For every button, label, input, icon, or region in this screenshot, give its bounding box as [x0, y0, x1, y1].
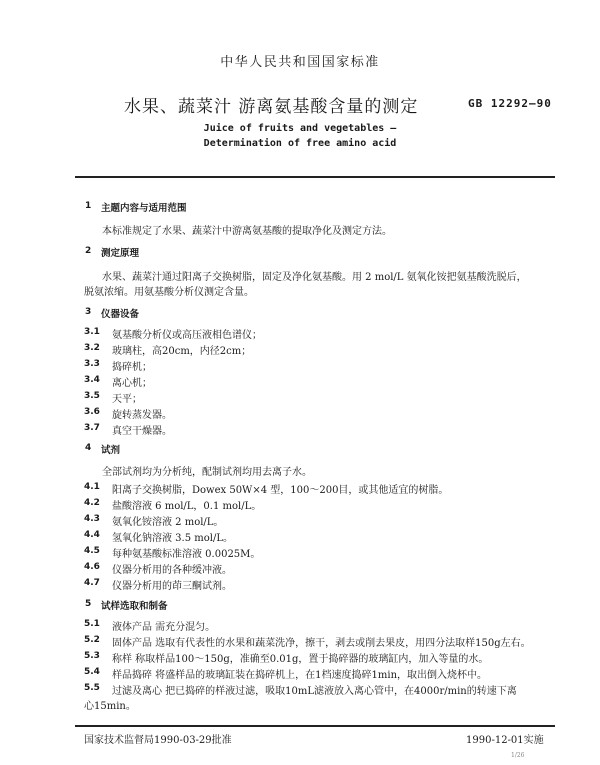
item-5-2-text: 固体产品 选取有代表性的水果和蔬菜洗净，擦干，剥去或削去果皮，用四分法取样150g左右。	[112, 638, 531, 649]
section-2-title: 测定原理	[101, 248, 140, 259]
bottom-divider	[75, 725, 555, 727]
item-4-4-text: 氢氧化钠溶液 3.5 mol/L。	[112, 533, 233, 544]
page-mark: 1/26	[511, 752, 525, 759]
item-5-3-number: 5.3	[84, 651, 100, 661]
item-3-1-number: 3.1	[84, 327, 100, 337]
item-3-1-text: 氨基酸分析仪或高压液相色谱仪；	[112, 330, 262, 341]
item-3-7-number: 3.7	[84, 423, 100, 433]
section-5-title: 试样选取和制备	[101, 601, 168, 612]
item-5-5-text: 过滤及离心 把已捣碎的样液过滤，吸取10mL滤液放入离心管中，在4000r/min的转速下离	[112, 686, 517, 697]
section-2-paragraph-line1: 水果、蔬菜汁通过阳离子交换树脂，固定及净化氨基酸。用 2 mol/L 氨氧化铵把氨基酸洗脱后，	[102, 272, 527, 283]
item-5-1-number: 5.1	[84, 619, 100, 629]
section-3-number: 3	[85, 307, 92, 317]
item-4-2-number: 4.2	[84, 498, 100, 508]
document-title-cn: 水果、蔬菜汁 游离氨基酸含量的测定	[124, 97, 419, 117]
item-5-2-number: 5.2	[84, 635, 100, 645]
effective-date: 1990-12-01实施	[466, 735, 544, 746]
item-5-5-continuation: 心15min。	[84, 701, 136, 712]
item-4-5-number: 4.5	[84, 546, 100, 556]
item-4-7-number: 4.7	[84, 578, 100, 588]
document-title-en-line2: Determination of free amino acid	[203, 138, 397, 149]
item-4-5-text: 每种氨基酸标准溶液 0.0025M。	[112, 549, 261, 560]
item-5-1-text: 液体产品 需充分混匀。	[112, 622, 216, 633]
item-3-5-number: 3.5	[84, 391, 100, 401]
item-3-3-text: 捣碎机；	[112, 362, 152, 373]
item-4-2-text: 盐酸溶液 6 mol/L，0.1 mol/L。	[112, 501, 262, 512]
item-5-4-text: 样品捣碎 将盛样品的玻璃缸装在捣碎机上，在1档速度捣碎1min，取出倒入烧杯中。	[112, 670, 488, 681]
item-3-5-text: 天平；	[112, 394, 142, 405]
item-4-3-number: 4.3	[84, 514, 100, 524]
standard-code: GB 12292—90	[468, 97, 552, 110]
item-4-7-text: 仪器分析用的茚三酮试剂。	[112, 581, 232, 592]
item-5-3-text: 称样 称取样品100～150g，准确至0.01g，置于捣碎器的玻璃缸内，加入等量的水。	[112, 654, 489, 665]
top-divider	[75, 176, 555, 178]
section-1-paragraph: 本标准规定了水果、蔬菜汁中游离氨基酸的提取净化及测定方法。	[102, 226, 392, 237]
item-3-7-text: 真空干燥器。	[112, 426, 172, 437]
item-4-6-text: 仪器分析用的各种缓冲液。	[112, 565, 232, 576]
section-4-title: 试剂	[101, 445, 121, 456]
section-2-paragraph-line2: 脱氨浓缩。用氨基酸分析仪测定含量。	[84, 287, 254, 298]
approval-date: 国家技术监督局1990-03-29批准	[84, 735, 232, 746]
item-3-6-number: 3.6	[84, 407, 100, 417]
section-4-paragraph: 全部试剂均为分析纯，配制试剂均用去离子水。	[102, 467, 312, 478]
section-4-number: 4	[85, 443, 92, 453]
item-5-5-number: 5.5	[84, 683, 100, 693]
item-4-3-text: 氨氧化铵溶液 2 mol/L。	[112, 517, 224, 528]
item-4-1-number: 4.1	[84, 482, 100, 492]
section-1-number: 1	[85, 201, 92, 211]
item-3-4-text: 离心机；	[112, 378, 152, 389]
item-3-6-text: 旋转蒸发器。	[112, 410, 172, 421]
item-3-3-number: 3.3	[84, 359, 100, 369]
item-5-4-number: 5.4	[84, 667, 100, 677]
item-4-6-number: 4.6	[84, 562, 100, 572]
item-3-4-number: 3.4	[84, 375, 100, 385]
item-3-2-number: 3.2	[84, 343, 100, 353]
section-5-number: 5	[85, 599, 92, 609]
document-title-en-line1: Juice of fruits and vegetables —	[203, 123, 397, 134]
section-3-title: 仪器设备	[101, 309, 140, 320]
standard-header: 中华人民共和国国家标准	[220, 55, 380, 70]
section-1-title: 主题内容与适用范围	[101, 203, 187, 214]
section-2-number: 2	[85, 246, 92, 256]
item-4-1-text: 阳离子交换树脂，Dowex 50W×4 型，100～200目，或其他适宜的树脂。	[112, 485, 449, 496]
item-4-4-number: 4.4	[84, 530, 100, 540]
item-3-2-text: 玻璃柱，高20cm，内径2cm；	[112, 346, 252, 357]
